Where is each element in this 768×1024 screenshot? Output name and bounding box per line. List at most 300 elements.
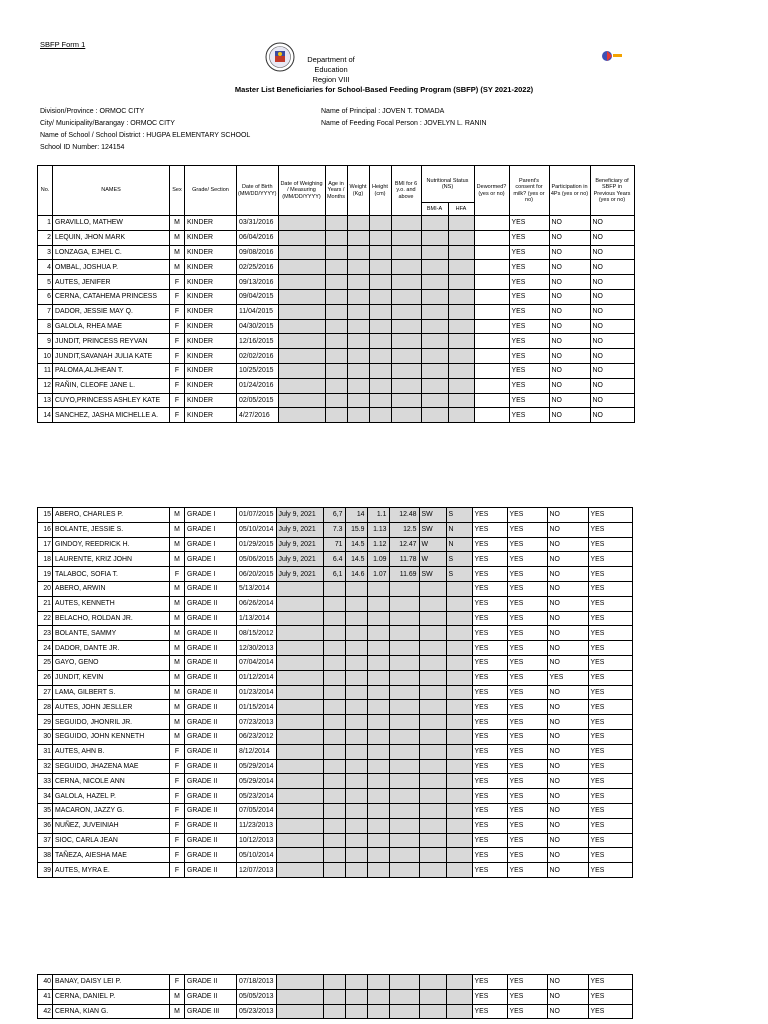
4ps-cell: NO <box>549 260 590 275</box>
age-cell: 6,1 <box>323 567 345 582</box>
table-row <box>38 522 633 537</box>
previous-beneficiary-cell: YES <box>588 848 632 863</box>
4ps-cell: NO <box>549 334 590 349</box>
grade-cell: GRADE II <box>185 803 237 818</box>
grade-cell: KINDER <box>185 319 237 334</box>
student-name: SANCHEZ, JASHA MICHELLE A. <box>53 408 170 423</box>
weighing-date-cell <box>276 833 323 848</box>
previous-beneficiary-cell: NO <box>590 408 634 423</box>
age-cell <box>325 304 347 319</box>
consent-cell: YES <box>507 522 547 537</box>
age-cell <box>323 789 345 804</box>
sex-cell: F <box>170 289 185 304</box>
grade-cell: GRADE II <box>185 700 237 715</box>
weighing-date-cell <box>278 230 325 245</box>
sex-cell: M <box>170 245 185 260</box>
weight-cell <box>345 670 367 685</box>
age-cell <box>323 685 345 700</box>
bmi-a-cell <box>421 289 448 304</box>
row-number: 13 <box>38 393 53 408</box>
4ps-cell: NO <box>547 522 588 537</box>
dewormed-cell: YES <box>472 537 507 552</box>
dewormed-cell: YES <box>472 729 507 744</box>
table-row <box>38 1004 633 1019</box>
height-cell <box>367 759 389 774</box>
sex-cell: F <box>170 363 185 378</box>
age-cell <box>325 334 347 349</box>
table-row <box>38 334 635 349</box>
grade-cell: GRADE I <box>185 537 237 552</box>
dewormed-cell: YES <box>472 789 507 804</box>
birthdate-cell: 06/26/2014 <box>237 596 277 611</box>
previous-beneficiary-cell: YES <box>588 581 632 596</box>
row-number: 18 <box>38 552 53 567</box>
consent-cell: YES <box>507 774 547 789</box>
bmi-a-cell: W <box>419 537 446 552</box>
sex-cell: F <box>170 275 185 290</box>
birthdate-cell: 01/24/2016 <box>237 378 279 393</box>
bmi-a-cell: SW <box>419 508 446 523</box>
deped-logo-icon <box>601 49 623 63</box>
age-cell <box>325 230 347 245</box>
school-name-line: Name of School / School District : HUGPA ELEMENTARY SCHOOL <box>40 132 251 139</box>
table-row <box>38 596 633 611</box>
consent-cell: YES <box>507 715 547 730</box>
weight-cell <box>345 715 367 730</box>
age-cell <box>325 275 347 290</box>
table-row <box>38 275 635 290</box>
grade-cell: GRADE I <box>185 567 237 582</box>
birthdate-cell: 09/04/2015 <box>237 289 279 304</box>
age-cell <box>323 803 345 818</box>
hfa-cell <box>446 848 472 863</box>
bmi-cell <box>391 230 421 245</box>
dewormed-cell: YES <box>472 611 507 626</box>
row-number: 25 <box>38 655 53 670</box>
table-row <box>38 989 633 1004</box>
row-number: 14 <box>38 408 53 423</box>
bmi-a-cell <box>419 700 446 715</box>
header-no: No. <box>38 166 53 216</box>
document-title: Master List Beneficiaries for School-Based Feeding Program (SBFP) (SY 2021-2022) <box>234 85 534 94</box>
table-row <box>38 759 633 774</box>
weight-cell <box>345 803 367 818</box>
bmi-cell: 12.5 <box>389 522 419 537</box>
hfa-cell: N <box>446 537 472 552</box>
hfa-cell: S <box>446 567 472 582</box>
birthdate-cell: 1/13/2014 <box>237 611 277 626</box>
sex-cell: M <box>170 655 185 670</box>
age-cell <box>323 744 345 759</box>
row-number: 20 <box>38 581 53 596</box>
hfa-cell <box>446 774 472 789</box>
height-cell <box>369 230 391 245</box>
weight-cell <box>345 581 367 596</box>
weighing-date-cell <box>278 260 325 275</box>
hfa-cell <box>448 319 474 334</box>
row-number: 11 <box>38 363 53 378</box>
weight-cell <box>345 833 367 848</box>
bmi-cell <box>389 626 419 641</box>
sex-cell: M <box>170 729 185 744</box>
row-number: 35 <box>38 803 53 818</box>
hfa-cell <box>448 245 474 260</box>
bmi-a-cell <box>419 759 446 774</box>
grade-cell: GRADE I <box>185 508 237 523</box>
4ps-cell: NO <box>547 848 588 863</box>
hfa-cell <box>446 626 472 641</box>
student-name: RAÑIN, CLEOFE JANE L. <box>53 378 170 393</box>
sex-cell: M <box>170 522 185 537</box>
header-bmi-a: BMI-A <box>421 203 448 216</box>
birthdate-cell: 01/29/2015 <box>237 537 277 552</box>
weight-cell <box>347 260 369 275</box>
weighing-date-cell <box>278 304 325 319</box>
consent-cell: YES <box>507 848 547 863</box>
previous-beneficiary-cell: NO <box>590 349 634 364</box>
consent-cell: YES <box>507 537 547 552</box>
birthdate-cell: 09/13/2016 <box>237 275 279 290</box>
sex-cell: F <box>170 334 185 349</box>
bmi-a-cell <box>421 319 448 334</box>
grade-cell: GRADE I <box>185 552 237 567</box>
weighing-date-cell <box>278 319 325 334</box>
sex-cell: M <box>170 611 185 626</box>
age-cell <box>325 363 347 378</box>
weight-cell <box>345 641 367 656</box>
student-name: GALOLA, RHEA MAE <box>53 319 170 334</box>
header-bmi: BMI for 6 y.o. and above <box>391 166 421 216</box>
previous-beneficiary-cell: YES <box>588 700 632 715</box>
4ps-cell: NO <box>549 408 590 423</box>
student-name: CERNA, DANIEL P. <box>53 989 170 1004</box>
previous-beneficiary-cell: NO <box>590 378 634 393</box>
bmi-a-cell: SW <box>419 567 446 582</box>
student-name: JUNDIT, PRINCESS REYVAN <box>53 334 170 349</box>
grade-cell: GRADE II <box>185 863 237 878</box>
dewormed-cell <box>474 304 509 319</box>
previous-beneficiary-cell: YES <box>588 989 632 1004</box>
table-row <box>38 230 635 245</box>
dewormed-cell: YES <box>472 975 507 990</box>
weight-cell: 14.5 <box>345 537 367 552</box>
weighing-date-cell <box>276 848 323 863</box>
sex-cell: M <box>170 989 185 1004</box>
birthdate-cell: 09/08/2016 <box>237 245 279 260</box>
birthdate-cell: 05/29/2014 <box>237 759 277 774</box>
grade-cell: KINDER <box>185 349 237 364</box>
weighing-date-cell <box>276 975 323 990</box>
sex-cell: M <box>170 1004 185 1019</box>
table-row <box>38 863 633 878</box>
weight-cell <box>345 596 367 611</box>
bmi-a-cell <box>421 275 448 290</box>
4ps-cell: NO <box>547 975 588 990</box>
table-row <box>38 789 633 804</box>
agency-name <box>300 55 362 85</box>
4ps-cell: NO <box>547 626 588 641</box>
table-row <box>38 700 633 715</box>
weight-cell: 14 <box>345 508 367 523</box>
student-name: GAYO, GENO <box>53 655 170 670</box>
dewormed-cell <box>474 289 509 304</box>
weighing-date-cell <box>276 700 323 715</box>
weight-cell <box>345 975 367 990</box>
sex-cell: F <box>170 975 185 990</box>
4ps-cell: NO <box>547 989 588 1004</box>
birthdate-cell: 07/04/2014 <box>237 655 277 670</box>
height-cell: 1.13 <box>367 522 389 537</box>
weight-cell <box>345 744 367 759</box>
row-number: 15 <box>38 508 53 523</box>
header-consent: Parent's consent for milk? (yes or no) <box>509 166 549 216</box>
height-cell <box>367 596 389 611</box>
birthdate-cell: 02/25/2016 <box>237 260 279 275</box>
birthdate-cell: 4/27/2016 <box>237 408 279 423</box>
4ps-cell: NO <box>547 641 588 656</box>
dewormed-cell: YES <box>472 522 507 537</box>
hfa-cell <box>446 715 472 730</box>
student-name: NUÑEZ, JUVEINIAH <box>53 818 170 833</box>
4ps-cell: NO <box>547 655 588 670</box>
student-name: JUNDIT, KEVIN <box>53 670 170 685</box>
4ps-cell: NO <box>549 289 590 304</box>
bmi-a-cell <box>419 975 446 990</box>
age-cell <box>323 596 345 611</box>
age-cell <box>323 715 345 730</box>
table-row <box>38 670 633 685</box>
student-name: BANAY, DAISY LEI P. <box>53 975 170 990</box>
previous-beneficiary-cell: YES <box>588 715 632 730</box>
weight-cell <box>345 611 367 626</box>
row-number: 1 <box>38 216 53 231</box>
bmi-a-cell <box>419 596 446 611</box>
header-weight: Weight (Kg) <box>347 166 369 216</box>
weight-cell <box>347 289 369 304</box>
student-name: MACARON, JAZZY G. <box>53 803 170 818</box>
weighing-date-cell: July 9, 2021 <box>276 508 323 523</box>
bmi-cell <box>389 611 419 626</box>
height-cell <box>369 304 391 319</box>
weighing-date-cell <box>276 863 323 878</box>
table-row <box>38 975 633 990</box>
grade-cell: KINDER <box>185 393 237 408</box>
4ps-cell: NO <box>549 378 590 393</box>
weight-cell <box>345 729 367 744</box>
student-name: GRAVILLO, MATHEW <box>53 216 170 231</box>
age-cell <box>323 670 345 685</box>
grade-cell: GRADE II <box>185 596 237 611</box>
bmi-a-cell <box>421 363 448 378</box>
consent-cell: YES <box>507 863 547 878</box>
row-number: 3 <box>38 245 53 260</box>
grade-cell: GRADE I <box>185 522 237 537</box>
weighing-date-cell: July 9, 2021 <box>276 567 323 582</box>
age-cell <box>325 378 347 393</box>
sex-cell: F <box>170 349 185 364</box>
table-row <box>38 774 633 789</box>
header-dob: Date of Birth (MM/DD/YYYY) <box>237 166 279 216</box>
grade-cell: KINDER <box>185 408 237 423</box>
table-row <box>38 216 635 231</box>
age-cell <box>323 729 345 744</box>
header-weighing-date: Date of Weighing / Measuring (MM/DD/YYYY) <box>278 166 325 216</box>
4ps-cell: NO <box>547 1004 588 1019</box>
dewormed-cell: YES <box>472 655 507 670</box>
birthdate-cell: 03/31/2016 <box>237 216 279 231</box>
dewormed-cell: YES <box>472 715 507 730</box>
previous-beneficiary-cell: NO <box>590 275 634 290</box>
weight-cell <box>347 230 369 245</box>
birthdate-cell: 01/15/2014 <box>237 700 277 715</box>
weight-cell: 14.5 <box>345 552 367 567</box>
weight-cell: 15.9 <box>345 522 367 537</box>
row-number: 24 <box>38 641 53 656</box>
header-height: Height (cm) <box>369 166 391 216</box>
consent-cell: YES <box>509 408 549 423</box>
bmi-a-cell <box>419 833 446 848</box>
birthdate-cell: 04/30/2015 <box>237 319 279 334</box>
student-name: DADOR, DANTE JR. <box>53 641 170 656</box>
previous-beneficiary-cell: YES <box>588 729 632 744</box>
form-label: SBFP Form 1 <box>40 40 86 49</box>
dewormed-cell: YES <box>472 803 507 818</box>
bmi-cell <box>389 863 419 878</box>
bmi-cell: 11.69 <box>389 567 419 582</box>
header-dewormed: Dewormed? (yes or no) <box>474 166 509 216</box>
height-cell <box>367 774 389 789</box>
dewormed-cell: YES <box>472 626 507 641</box>
dewormed-cell: YES <box>472 818 507 833</box>
row-number: 12 <box>38 378 53 393</box>
hfa-cell <box>446 655 472 670</box>
row-number: 42 <box>38 1004 53 1019</box>
sex-cell: M <box>170 552 185 567</box>
student-name: ABERO, ARWIN <box>53 581 170 596</box>
sex-cell: F <box>170 818 185 833</box>
weighing-date-cell <box>276 581 323 596</box>
sex-cell: F <box>170 848 185 863</box>
previous-beneficiary-cell: YES <box>588 803 632 818</box>
bmi-cell <box>389 581 419 596</box>
grade-cell: GRADE II <box>185 848 237 863</box>
grade-cell: GRADE II <box>185 744 237 759</box>
grade-cell: GRADE II <box>185 626 237 641</box>
student-name: BOLANTE, SAMMY <box>53 626 170 641</box>
student-name: SIOC, CARLA JEAN <box>53 833 170 848</box>
consent-cell: YES <box>509 304 549 319</box>
age-cell <box>323 989 345 1004</box>
dewormed-cell <box>474 393 509 408</box>
height-cell <box>367 789 389 804</box>
consent-cell: YES <box>507 989 547 1004</box>
weight-cell <box>347 393 369 408</box>
student-name: CUYO,PRINCESS ASHLEY KATE <box>53 393 170 408</box>
age-cell: 6,7 <box>323 508 345 523</box>
grade-cell: GRADE II <box>185 818 237 833</box>
4ps-cell: NO <box>547 863 588 878</box>
bmi-a-cell <box>419 626 446 641</box>
bmi-cell <box>389 641 419 656</box>
previous-beneficiary-cell: YES <box>588 552 632 567</box>
4ps-cell: NO <box>547 567 588 582</box>
beneficiary-table-continued <box>37 974 633 1019</box>
sex-cell: F <box>170 803 185 818</box>
dewormed-cell: YES <box>472 685 507 700</box>
4ps-cell: NO <box>547 611 588 626</box>
grade-cell: KINDER <box>185 275 237 290</box>
agency-line-1: Department of Education <box>307 55 355 74</box>
height-cell <box>367 803 389 818</box>
dewormed-cell: YES <box>472 508 507 523</box>
birthdate-cell: 10/12/2013 <box>237 833 277 848</box>
row-number: 4 <box>38 260 53 275</box>
previous-beneficiary-cell: NO <box>590 304 634 319</box>
consent-cell: YES <box>507 626 547 641</box>
student-name: LONZAGA, EJHEL C. <box>53 245 170 260</box>
consent-cell: YES <box>507 508 547 523</box>
height-cell <box>367 700 389 715</box>
row-number: 8 <box>38 319 53 334</box>
dewormed-cell <box>474 216 509 231</box>
age-cell <box>323 975 345 990</box>
bmi-cell <box>389 700 419 715</box>
row-number: 37 <box>38 833 53 848</box>
city-line: City/ Municipality/Barangay : ORMOC CITY <box>40 120 175 127</box>
grade-cell: GRADE II <box>185 685 237 700</box>
bmi-a-cell <box>421 378 448 393</box>
dewormed-cell: YES <box>472 989 507 1004</box>
previous-beneficiary-cell: YES <box>588 759 632 774</box>
table-row <box>38 349 635 364</box>
weight-cell <box>345 789 367 804</box>
sex-cell: M <box>170 508 185 523</box>
consent-cell: YES <box>509 289 549 304</box>
4ps-cell: NO <box>547 700 588 715</box>
student-name: DADOR, JESSIE MAY Q. <box>53 304 170 319</box>
grade-cell: GRADE II <box>185 989 237 1004</box>
height-cell <box>367 729 389 744</box>
sex-cell: F <box>170 567 185 582</box>
age-cell <box>323 774 345 789</box>
birthdate-cell: 01/07/2015 <box>237 508 277 523</box>
4ps-cell: NO <box>547 774 588 789</box>
consent-cell: YES <box>509 230 549 245</box>
weighing-date-cell <box>276 611 323 626</box>
weight-cell <box>345 626 367 641</box>
table-row <box>38 715 633 730</box>
student-name: LEQUIN, JHON MARK <box>53 230 170 245</box>
weighing-date-cell <box>278 245 325 260</box>
consent-cell: YES <box>507 803 547 818</box>
table-row <box>38 729 633 744</box>
student-name: LAURENTE, KRIZ JOHN <box>53 552 170 567</box>
row-number: 23 <box>38 626 53 641</box>
header-4ps: Participation in 4Ps (yes or no) <box>549 166 590 216</box>
4ps-cell: NO <box>547 581 588 596</box>
sex-cell: F <box>170 774 185 789</box>
bmi-a-cell <box>419 1004 446 1019</box>
height-cell <box>369 216 391 231</box>
weighing-date-cell <box>278 216 325 231</box>
weighing-date-cell <box>278 275 325 290</box>
weight-cell: 14.6 <box>345 567 367 582</box>
header-grade: Grade/ Section <box>185 166 237 216</box>
row-number: 31 <box>38 744 53 759</box>
hfa-cell: N <box>446 522 472 537</box>
weighing-date-cell <box>276 803 323 818</box>
4ps-cell: NO <box>547 508 588 523</box>
